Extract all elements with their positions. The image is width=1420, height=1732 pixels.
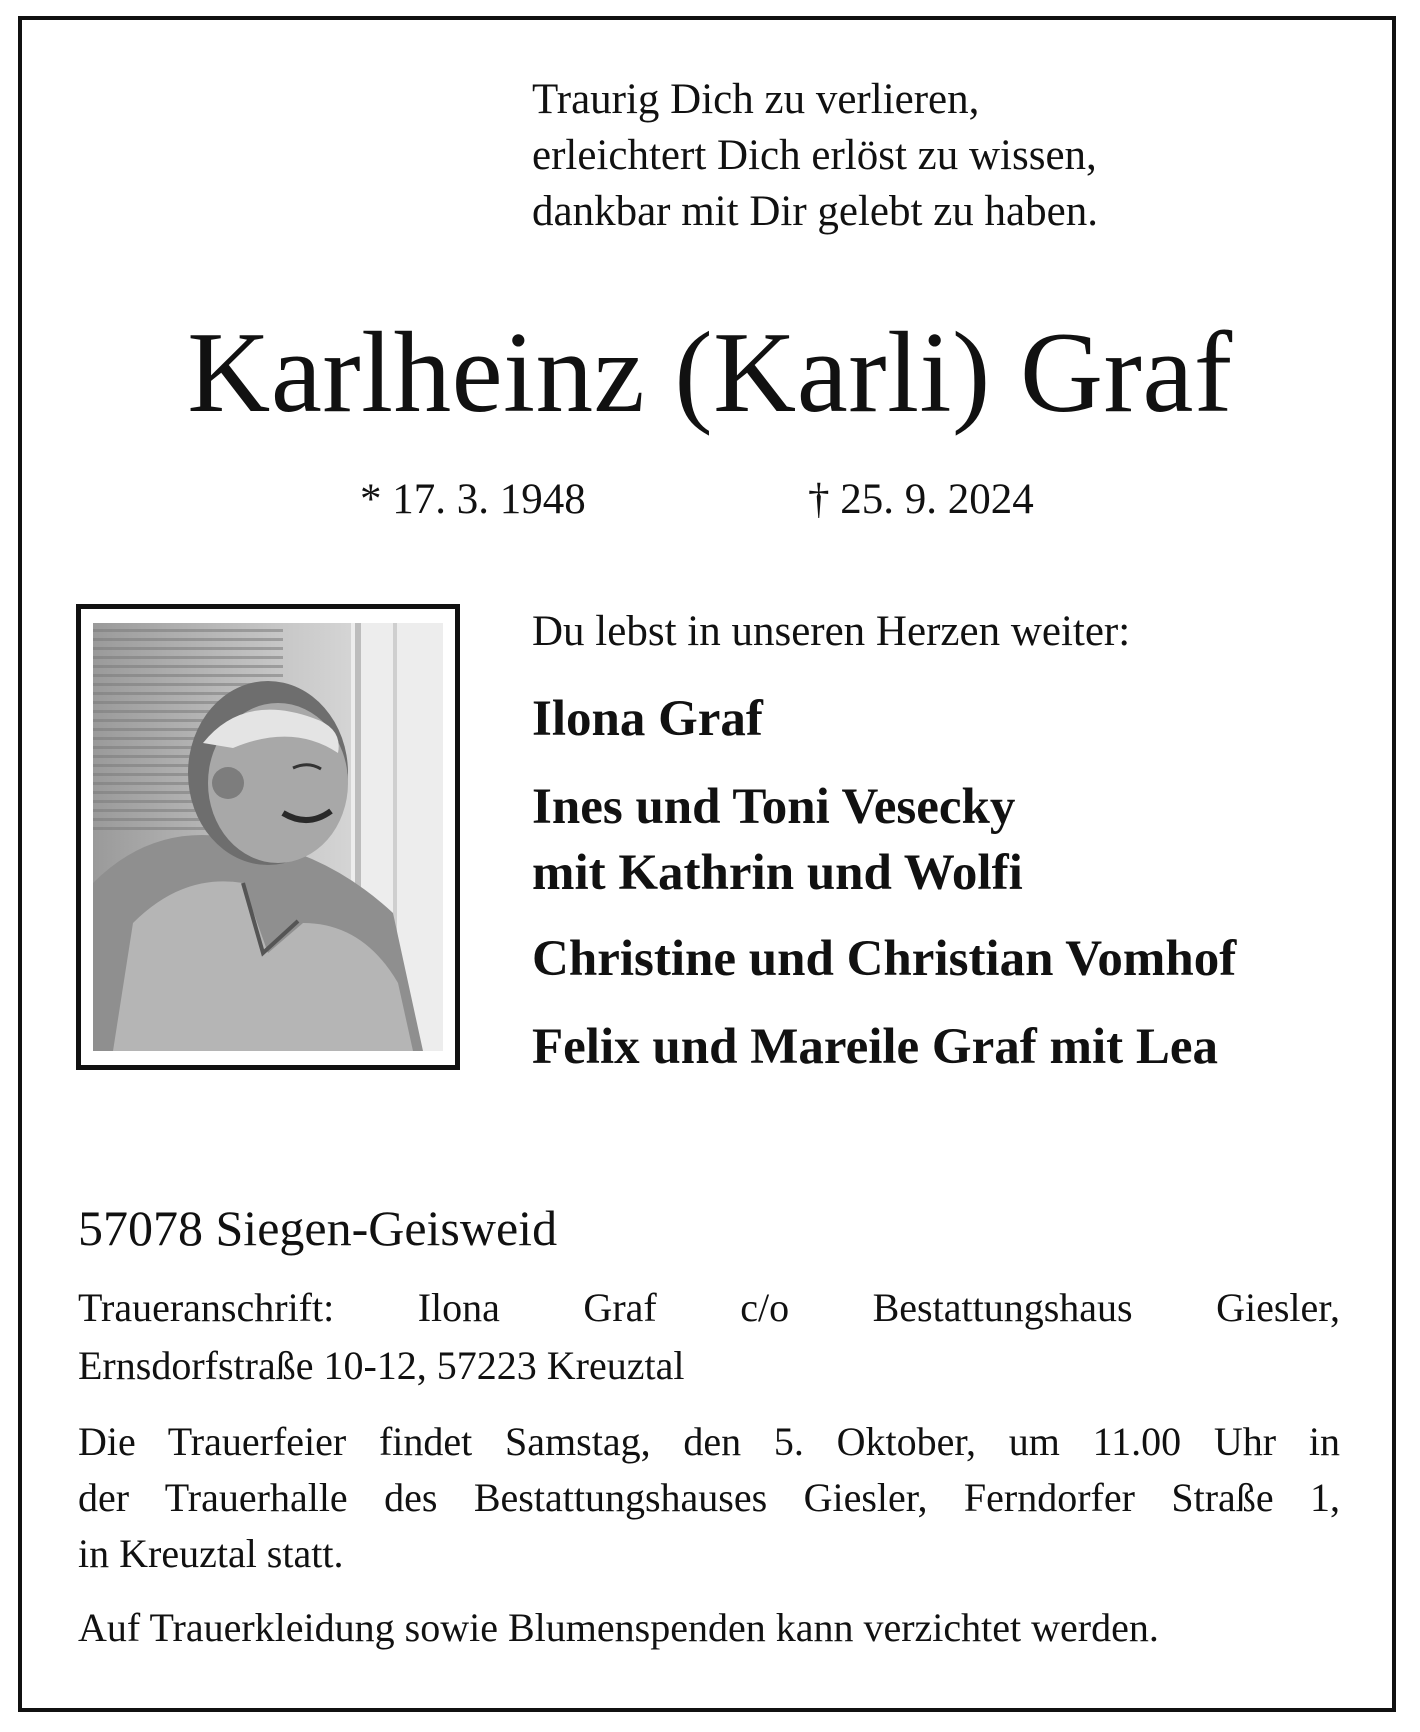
verse-line: dankbar mit Dir gelebt zu haben. (532, 188, 1098, 235)
mourning-address-line: Ernsdorfstraße 10-12, 57223 Kreuztal (78, 1343, 685, 1388)
ceremony-text (78, 1414, 1340, 1582)
verse-line: Traurig Dich zu verlieren, (532, 76, 980, 123)
birth-date: * 17. 3. 1948 (360, 476, 586, 523)
city-line: 57078 Siegen-Geisweid (78, 1200, 558, 1256)
family-member: Felix und Mareile Graf mit Lea (532, 1019, 1219, 1075)
ceremony-line: der Trauerhalle des Bestattungshauses Giesler, Ferndorfer Straße 1, (78, 1475, 1340, 1520)
ceremony-line: in Kreuztal statt. (78, 1531, 344, 1576)
family-member: mit Kathrin und Wolfi (532, 845, 1023, 901)
family-intro: Du lebst in unseren Herzen weiter: (532, 608, 1131, 655)
memorial-verse (532, 72, 1098, 240)
deceased-name: Karlheinz (Karli) Graf (187, 309, 1233, 436)
family-member: Christine und Christian Vomhof (532, 931, 1237, 987)
mourning-address-line: Traueranschrift: Ilona Graf c/o Bestattungshaus Giesler, (78, 1285, 1340, 1330)
verse-line: erleichtert Dich erlöst zu wissen, (532, 132, 1097, 179)
mourning-note: Auf Trauerkleidung sowie Blumenspenden kann verzichtet werden. (78, 1605, 1159, 1650)
family-member: Ilona Graf (532, 691, 763, 747)
ceremony-line: Die Trauerfeier findet Samstag, den 5. Oktober, um 11.00 Uhr in (78, 1419, 1340, 1464)
portrait-image (93, 623, 443, 1051)
family-member: Ines und Toni Vesecky (532, 779, 1016, 835)
death-date: † 25. 9. 2024 (808, 476, 1034, 523)
portrait-photo (76, 604, 460, 1070)
